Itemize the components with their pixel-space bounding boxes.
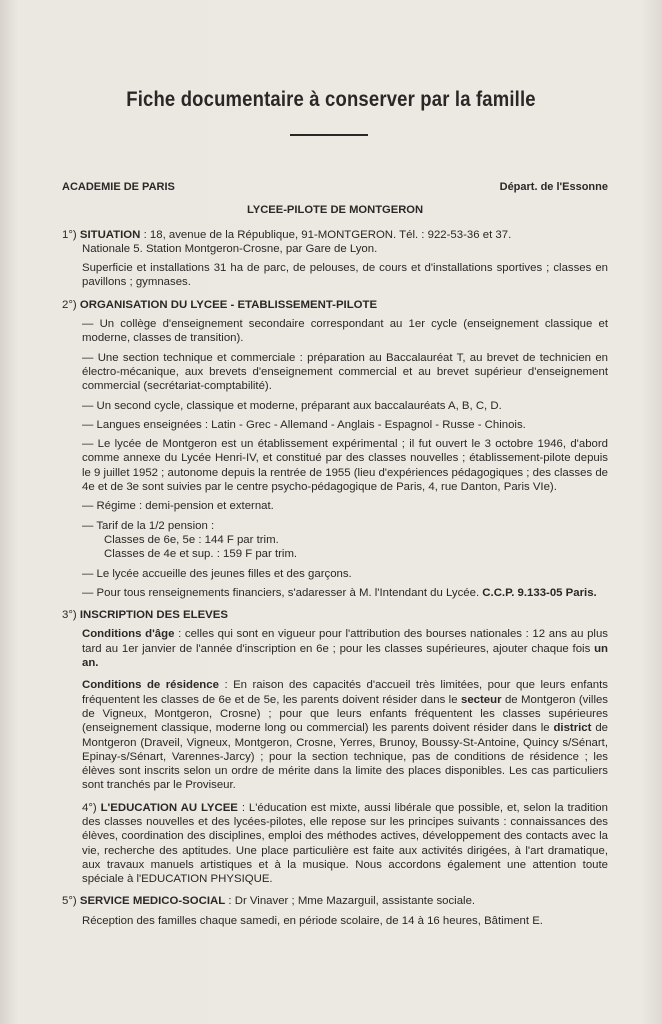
situation-line3: Superficie et installations 31 ha de parc, de pelouses, de cours et d'installations sportives ; classes en pavillons ; gymnases. <box>82 262 608 289</box>
org-bullet-4: — Langues enseignées : Latin - Grec - Allemand - Anglais - Espagnol - Russe - Chinois. <box>82 418 526 431</box>
document-title: Fiche documentaire à conserver par la famille <box>126 88 536 111</box>
medico-social-line2: Réception des familles chaque samedi, en période scolaire, de 14 à 16 heures, Bâtiment E. <box>82 914 543 927</box>
section-situation: 1°) SITUATION : 18, avenue de la République, 91-MONTGERON. Tél. : 922-53-36 et 37. <box>62 228 512 241</box>
section-inscription: 3°) INSCRIPTION DES ELEVES <box>62 609 228 622</box>
org-bullet-3: — Un second cycle, classique et moderne, préparant aux baccalauréats A, B, C, D. <box>82 399 502 412</box>
conditions-residence: Conditions de résidence : En raison des capacités d'accueil très limitées, pour que leurs enfants fréquentent les classes de 6e et de 5e, les parents doivent résider dans le secteur de Montgeron (villes de Vigneux, Montgeron, Crosne) ; pour que leurs enfants fréquentent les classes supérieures (enseignement classique, moderne long ou commercial) les parents doivent résider dans le district de Montgeron (Draveil, Vigneux, Montgeron, Crosne, Yerres, Brunoy, Boussy-St-Antoine, Quincy s/Sénart, Epinay-s/Sénart, Varennes-Jarcy) ; pour la section technique, pas de conditions de résidence ; les élèves sont inscrits selon un ordre de mérite dans la limite des places disponibles. Les cas particuliers sont tranchés par le Proviseur. <box>82 679 608 792</box>
academie-label: ACADEMIE DE PARIS <box>62 181 175 193</box>
section-organisation: 2°) ORGANISATION DU LYCEE - ETABLISSEMENT-PILOTE <box>62 298 378 311</box>
org-bullet-5: — Le lycée de Montgeron est un établissement expérimental ; il fut ouvert le 3 octobre 1946, d'abord comme annexe du Lycée Henri-IV, et constitué par des classes nouvelles ; établissement-pilote depuis le 9 juillet 1952 ; autonome depuis la rentrée de 1955 (lieu d'expériences pédagogiques ; des classes de 4e et de 3e sont suivies par le centre psycho-pédagogique de Paris, 4, rue Danton, Paris VIe). <box>82 438 608 494</box>
org-bullet-7: — Tarif de la 1/2 pension : <box>82 519 215 532</box>
situation-line2: Nationale 5. Station Montgeron-Crosne, par Gare de Lyon. <box>82 242 378 255</box>
header-row <box>62 180 608 194</box>
departement-label: Départ. de l'Essonne <box>499 181 608 193</box>
org-bullet-8: — Le lycée accueille des jeunes filles et des garçons. <box>82 567 352 580</box>
document-body <box>62 180 608 928</box>
school-name: LYCEE-PILOTE DE MONTGERON <box>246 204 424 217</box>
org-bullet-9: — Pour tous renseignements financiers, s'adaresser à M. l'Intendant du Lycée. C.C.P. 9.133-05 Paris. <box>82 586 597 599</box>
org-bullet-2: — Une section technique et commerciale : préparation au Baccalauréat T, au brevet de technicien en électro-mécanique, aux brevets d'enseignement commercial et au brevet supérieur d'enseignement commercial (secrétariat-comptabilité). <box>82 351 608 393</box>
conditions-age: Conditions d'âge : celles qui sont en vigueur pour l'attribution des bourses nationales : 12 ans au plus tard au 1er janvier de l'année d'inscription en 6e ; pour les classes supérieures, ajouter chaque fois un an. <box>82 628 608 670</box>
tarif-line-1: Classes de 6e, 5e : 144 F par trim. <box>104 533 279 546</box>
title-underline <box>290 134 368 136</box>
tarif-line-2: Classes de 4e et sup. : 159 F par trim. <box>104 548 298 561</box>
org-bullet-1: — Un collège d'enseignement secondaire correspondant au 1er cycle (enseignement classique et moderne, classes de transition). <box>82 318 608 345</box>
section-medico-social: 5°) SERVICE MEDICO-SOCIAL : Dr Vinaver ; Mme Mazarguil, assistante sociale. <box>62 895 476 908</box>
section-education: 4°) L'EDUCATION AU LYCEE : L'éducation est mixte, aussi libérale que possible, et, selon la tradition des classes nouvelles et des lycées-pilotes, elle repose sur les principes suivants : connaissances des élèves, coordination des disciplines, emploi des méthodes actives, développement des contacts avec la vie, recherche des aptitudes. Une place particulière est faite aux activités dirigées, à l'art dramatique, aux travaux manuels artistiques et à la musique. Nous accordons également une attention toute spéciale à l'EDUCATION PHYSIQUE. <box>82 801 608 886</box>
org-bullet-6: — Régime : demi-pension et externat. <box>82 500 274 513</box>
